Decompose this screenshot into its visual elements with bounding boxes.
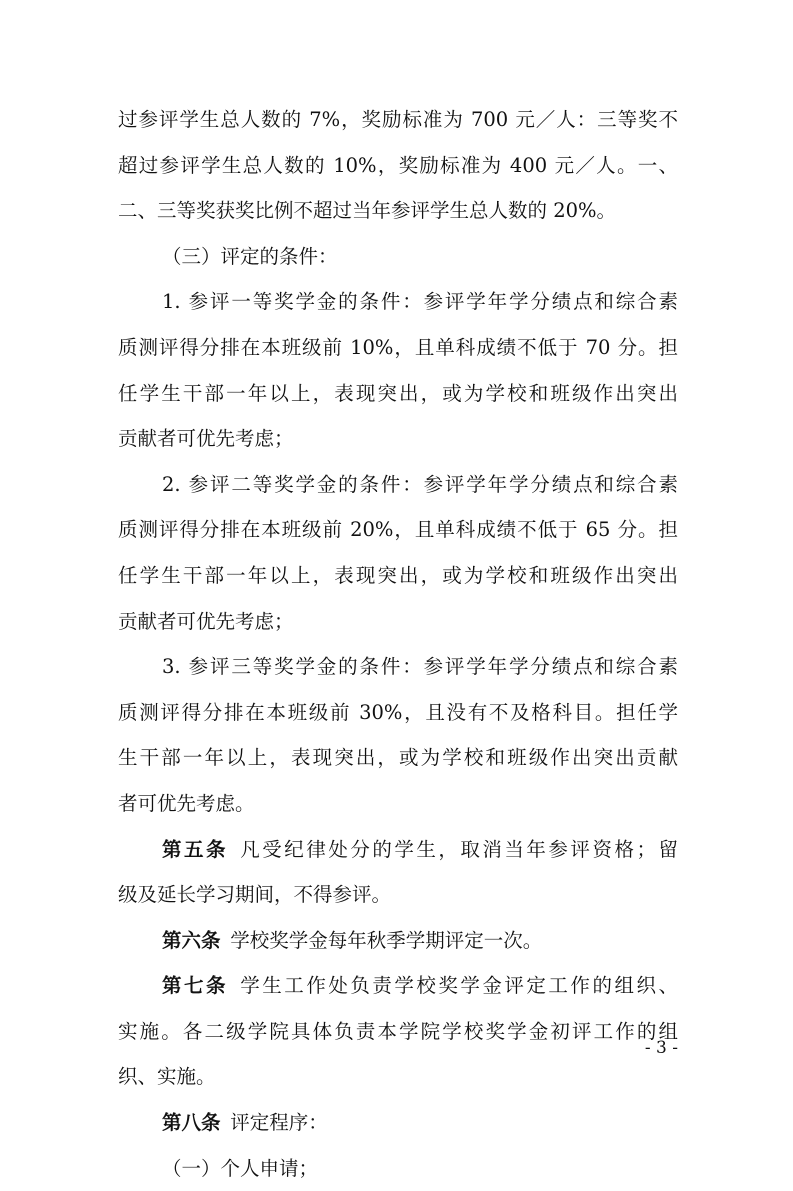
line-text: 凡受纪律处分的学生，取消当年参评资格；留	[237, 837, 678, 861]
line-text: 超过参评学生总人数的 10%，奖励标准为 400 元／人。一、	[118, 153, 678, 177]
text-line	[118, 644, 678, 690]
text-line	[118, 234, 678, 280]
text-line	[118, 827, 678, 873]
line-text: 生干部一年以上，表现突出，或为学校和班级作出突出贡献	[118, 746, 678, 770]
line-text: 质测评得分排在本班级前 30%，且没有不及格科目。担任学	[118, 700, 678, 724]
line-text: 过参评学生总人数的 7%，奖励标准为 700 元／人：三等奖不	[118, 108, 678, 131]
line-text: 者可优先考虑。	[118, 791, 255, 815]
line-text: 学生工作处负责学校奖学金评定工作的组织、	[237, 974, 678, 998]
text-line	[118, 690, 678, 736]
line-text: 学校奖学金每年秋季学期评定一次。	[230, 928, 543, 952]
text-line	[118, 97, 678, 143]
text-line	[118, 279, 678, 325]
line-text: 3. 参评三等奖学金的条件：参评学年学分绩点和综合素	[162, 655, 678, 679]
line-text: 实施。各二级学院具体负责本学院学校奖学金初评工作的组	[118, 1019, 678, 1043]
line-text: 级及延长学习期间，不得参评。	[118, 883, 392, 907]
line-text: （一）个人申请；	[162, 1156, 319, 1180]
text-line	[118, 462, 678, 508]
text-line	[118, 599, 678, 645]
line-text: 质测评得分排在本班级前 20%，且单科成绩不低于 65 分。担	[118, 518, 678, 542]
line-text: 任学生干部一年以上，表现突出，或为学校和班级作出突出	[118, 563, 678, 587]
line-text: 任学生干部一年以上，表现突出，或为学校和班级作出突出	[118, 381, 678, 405]
article-heading: 第七条	[162, 974, 229, 998]
line-text: 2. 参评二等奖学金的条件：参评学年学分绩点和综合素	[162, 472, 678, 496]
page-number: - 3 -	[644, 1038, 678, 1058]
text-line	[118, 371, 678, 417]
line-text: 贡献者可优先考虑；	[118, 427, 294, 451]
text-line	[118, 1054, 678, 1100]
line-text: （三）评定的条件：	[162, 244, 338, 268]
article-heading: 第六条	[162, 928, 221, 952]
line-text: 1. 参评一等奖学金的条件：参评学年学分绩点和综合素	[162, 290, 678, 314]
text-line	[118, 553, 678, 599]
text-line	[118, 872, 678, 918]
line-text: 评定程序：	[230, 1111, 328, 1135]
text-line	[118, 507, 678, 553]
line-text: 质测评得分排在本班级前 10%，且单科成绩不低于 70 分。担	[118, 335, 678, 359]
text-line	[118, 325, 678, 371]
text-line	[118, 1146, 678, 1191]
text-line	[118, 963, 678, 1009]
text-line	[118, 143, 678, 189]
text-line	[118, 416, 678, 462]
text-line	[118, 1009, 678, 1055]
text-line	[118, 918, 678, 964]
line-text: 贡献者可优先考虑；	[118, 609, 294, 633]
text-line	[118, 735, 678, 781]
text-line	[118, 188, 678, 234]
text-line	[118, 781, 678, 827]
article-heading: 第八条	[162, 1111, 221, 1135]
line-text: 二、三等奖获奖比例不超过当年参评学生总人数的 20%。	[118, 199, 617, 223]
article-heading: 第五条	[162, 837, 229, 861]
line-text: 织、实施。	[118, 1065, 216, 1089]
document-body	[118, 97, 678, 1191]
text-line	[118, 1100, 678, 1146]
